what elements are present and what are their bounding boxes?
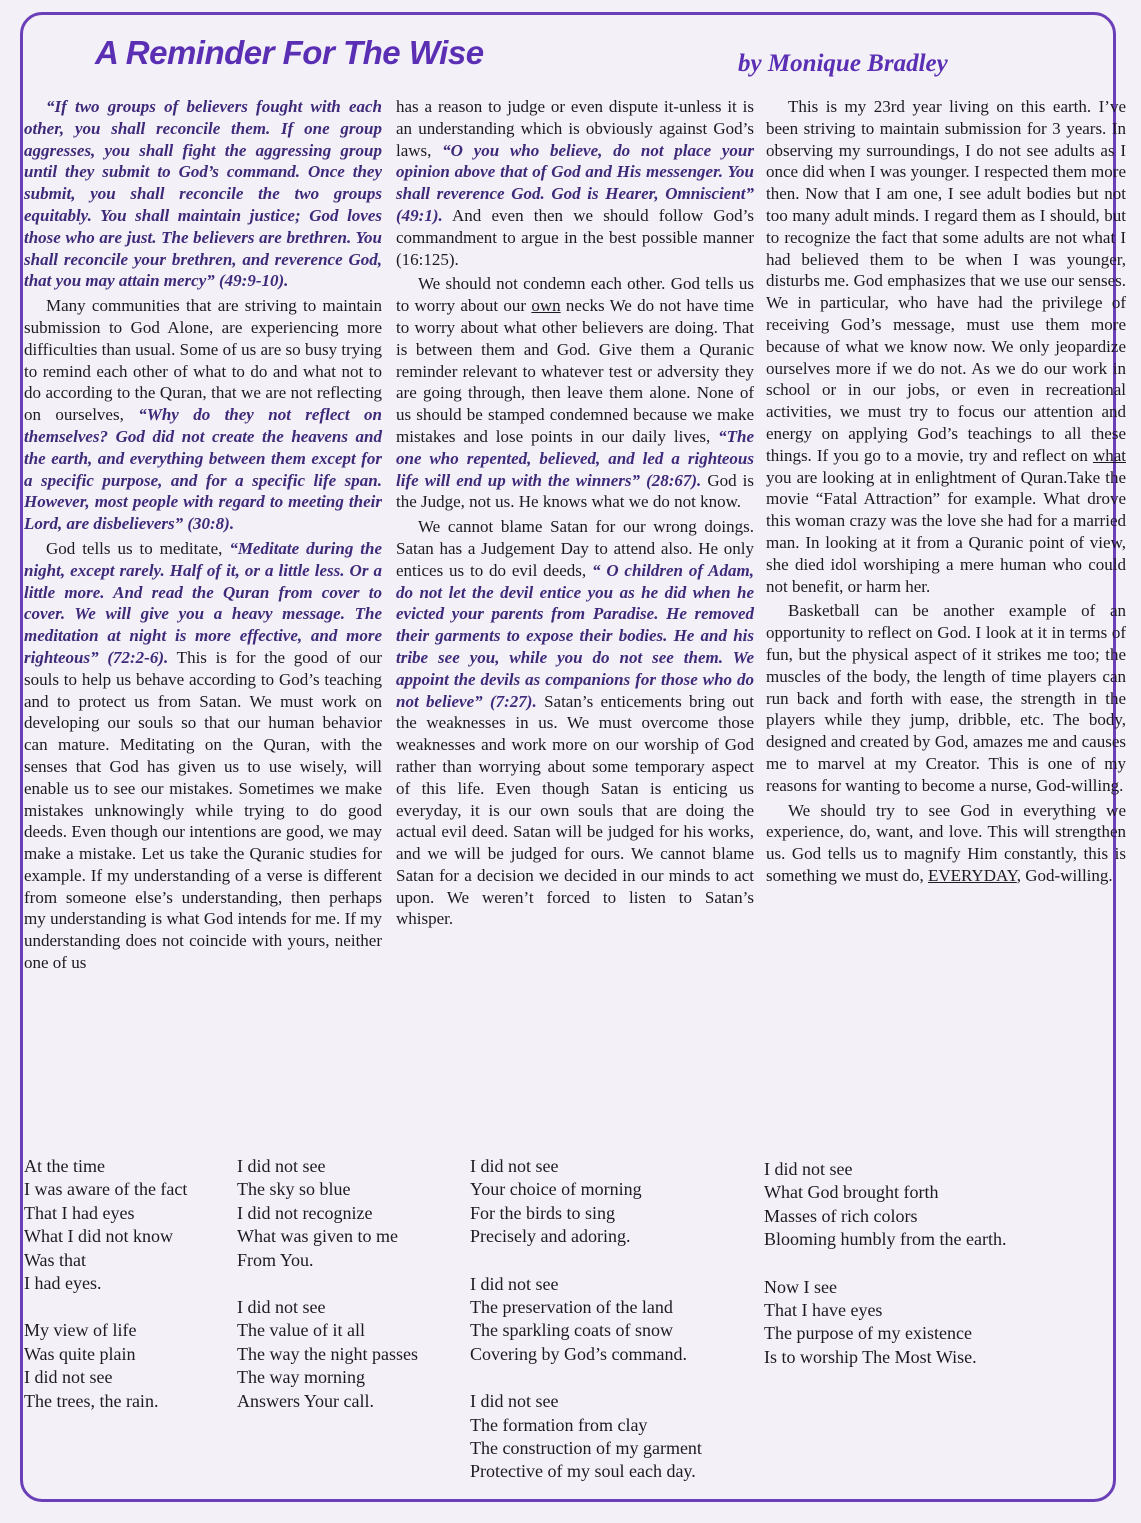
poem-line: The trees, the rain.: [24, 1390, 159, 1411]
quran-quote: “Meditate during the night, except rarely. Half of it, or a little less. Or a little more. And read the Quran from cover to cover. We will give you a heavy message. The meditation at night is more effective, and more righteous” (72:2-6).: [24, 538, 382, 667]
quran-quote: “ O children of Adam, do not let the devil entice you as he did when he evicted your parents from Paradise. He removed their garments to expose their bodies. He and his tribe see you, while you do not see them. We appoint the devils as companions for those who do not believe” (7:27).: [396, 560, 754, 711]
poem-stanza: [24, 1155, 187, 1295]
text-run: This is my 23rd year living on this earth. I’ve been striving to maintain submission for 3 years. In observing my surroundings, I do not see adults as I once did when I was younger. I respected them more then. Now that I am one, I see adult bodies but not too many adult minds. I regard them as I should, but to recognize the fact that some adults are not what I had believed them to be when I was younger, disturbs me. God emphasizes that we use our senses. We in particular, who have had the privilege of receiving God’s message, must use them more because of what we know now. We only jeopardize ourselves more if we do not. As we do our work in school or in our jobs, or even in recreational activities, we must try to focus our attention and energy on applying God’s teachings to all these things. If you go to a movie, try and reflect on: [766, 97, 1126, 465]
text-run: has a reason to judge or even dispute it-unless it is an understanding which is obviously against God’s laws,: [396, 97, 754, 160]
text-run: Many communities that are striving to maintain submission to God Alone, are experiencing more difficulties than usual. Some of us are so busy trying to remind each other of what to do and what not to do according to the Quran, that we are not reflecting on ourselves,: [24, 296, 382, 425]
poem-line: My view of life: [24, 1320, 137, 1341]
poem-line: I did not see: [237, 1156, 326, 1176]
poem-line: That I had eyes: [24, 1202, 135, 1223]
text-run: , God-willing.: [1016, 865, 1113, 885]
poem-line: Blooming humbly from the earth.: [764, 1229, 1007, 1250]
poem-line: I did not see: [470, 1273, 559, 1294]
poem-line: What I did not know: [24, 1226, 173, 1247]
poem-line: Covering by God’s command.: [470, 1343, 687, 1364]
article-paragraph: [24, 538, 382, 974]
poem-line: From You.: [237, 1249, 314, 1270]
poem-line: The sparkling coats of snow: [470, 1320, 673, 1341]
text-run: Basketball can be another example of an opportunity to reflect on God. I look at it in terms of fun, but the physical aspect of it strikes me too; the muscles of the body, the length of time players can run back and forth with ease, the strength in the players while they jump, dribble, etc. The body, designed and created by God, amazes me and causes me to marvel at my Creator. This is one of my reasons for wanting to become a nurse, God-willing.: [766, 601, 1126, 795]
poem-line: I did not see: [24, 1367, 113, 1388]
poem-line: I had eyes.: [24, 1273, 102, 1294]
poem-line: Answers Your call.: [237, 1390, 374, 1411]
poem-stanza: [237, 1155, 418, 1272]
article-paragraph: [766, 800, 1126, 887]
text-run: We should try to see God in everything we experience, do, want, and love. This will strengthen us. God tells us to magnify Him constantly, this is something we must do,: [766, 800, 1126, 885]
poem-line: The preservation of the land: [470, 1297, 673, 1318]
text-run: Satan’s enticements bring out the weaknesses in us. We must overcome those weaknesses and work more on our worship of God rather than worrying about some temporary aspect of this life. Even though Satan is enticing us everyday, it is our own souls that are doing the actual evil deed. Satan will be judged for his works, and we will be judged for ours. We cannot blame Satan for a decision we decided in our minds to act upon. We weren’t forced to listen to Satan’s whisper.: [396, 691, 755, 929]
underlined-text: EVERYDAY: [927, 865, 1017, 885]
poem-line: I did not see: [470, 1391, 559, 1412]
poem-stanza: [470, 1390, 702, 1484]
text-run: And even then we should follow God’s commandment to argue in the best possible manner (16:125).: [396, 205, 754, 269]
quran-quote: “O you who believe, do not place your opinion above that of God and His messenger. You shall reverence God. God is Hearer, Omniscient” (49:1).: [396, 140, 754, 225]
quran-quote: “Why do they not reflect on themselves? God did not create the heavens and the earth, and everything between them except for a specific purpose, and for a specific life span. However, most people with regard to meeting their Lord, are disbelievers” (30:8).: [24, 405, 382, 534]
article-paragraph: [766, 96, 1126, 597]
poem-line: I did not see: [470, 1156, 559, 1176]
poem-line: That I have eyes: [764, 1300, 883, 1321]
poem-line: The formation from clay: [470, 1414, 648, 1435]
poem-column-4: [764, 1158, 1006, 1393]
article-title: A Reminder For The Wise: [95, 34, 484, 71]
poem-line: The way morning: [237, 1367, 365, 1388]
poem-line: Now I see: [764, 1276, 837, 1297]
underlined-text: what: [1092, 445, 1126, 465]
poem-stanza: [470, 1155, 702, 1249]
poem-stanza: [470, 1273, 702, 1367]
article-paragraph: [24, 295, 382, 535]
text-run: This is for the good of our souls to help us behave according to God’s teaching and to protect us from Satan. We must work on developing our souls so that our human behavior can mature. Meditating on the Quran, with the senses that God has given us to use wisely, will enable us to see our mistakes. Sometimes we make mistakes unknowingly while trying to do good deeds. Even though our intentions are good, we may make a mistake. Let us take the Quranic studies for example. If my understanding of a verse is different from someone else’s understanding, then perhaps my understanding is what God intends for me. If my understanding does not coincide with yours, neither one of us: [24, 647, 383, 973]
poem-line: For the birds to sing: [470, 1202, 616, 1223]
article-paragraph: [396, 516, 754, 930]
poem-line: Is to worship The Most Wise.: [764, 1346, 977, 1367]
quran-quote: “If two groups of believers fought with each other, you shall reconcile them. If one group aggresses, you shall fight the aggressing group until they submit to God’s command. Once they submit, you shall reconcile the two groups equitably. You shall maintain justice; God loves those who are just. The believers are brethren. You shall reconcile your brethren, and reverence God, that you may attain mercy” (49:9-10).: [24, 97, 382, 291]
poem-stanza: [764, 1158, 1006, 1252]
article-column-3: [766, 96, 1126, 890]
poem-line: Precisely and adoring.: [470, 1226, 631, 1247]
poem-column-3: [470, 1155, 702, 1508]
poem-line: I did not recognize: [237, 1202, 373, 1223]
text-run: We cannot blame Satan for our wrong doings. Satan has a Judgement Day to attend also. He only entices us to do evil deeds,: [396, 517, 754, 580]
quran-quote: “The one who repented, believed, and led a righteous life will end up with the winners” (28:67).: [396, 426, 754, 490]
text-run: We should not condemn each other. God tells us to worry about our: [396, 274, 754, 316]
text-run: God tells us to meditate,: [46, 538, 230, 558]
article-column-2: [396, 96, 754, 933]
poem-line: Protective of my soul each day.: [470, 1461, 696, 1482]
article-byline: by Monique Bradley: [738, 50, 948, 77]
poem-line: What God brought forth: [764, 1182, 939, 1203]
poem-line: The purpose of my existence: [764, 1323, 972, 1344]
article-paragraph: [766, 600, 1126, 796]
poem-column-2: [237, 1155, 418, 1437]
poem-stanza: [764, 1276, 1006, 1370]
poem-line: What was given to me: [237, 1226, 398, 1247]
article-column-1: [24, 96, 382, 977]
article-paragraph: [396, 273, 754, 513]
poem-line: The sky so blue: [237, 1179, 351, 1200]
poem-stanza: [24, 1319, 187, 1413]
poem-line: The construction of my garment: [470, 1438, 702, 1459]
poem-line: I was aware of the fact: [24, 1179, 188, 1200]
poem-column-1: [24, 1155, 187, 1437]
text-run: necks We do not have time to worry about what other believers are doing. That is between them and God. Give them a Quranic reminder relevant to whatever test or adversity they are going through, then leave them alone. None of us should be stamped condemned because we make mistakes and lose points in our daily lives,: [396, 296, 754, 446]
text-run: you are looking at in enlightment of Quran.Take the movie “Fatal Attraction” for example. What drove this woman crazy was the love she had for a married man. In looking at it from a Quranic point of view, she died idol worshiping a mere human who could not benefit, or harm her.: [766, 467, 1126, 596]
poem-line: Was that: [24, 1249, 87, 1270]
underlined-text: own: [531, 296, 561, 316]
poem-line: Masses of rich colors: [764, 1205, 918, 1226]
article-paragraph: [24, 96, 382, 292]
text-run: God is the Judge, not us. He knows what we do not know.: [396, 470, 754, 512]
poem-line: I did not see: [764, 1159, 853, 1179]
article-paragraph: [396, 96, 754, 270]
poem-line: The value of it all: [237, 1320, 365, 1341]
poem-line: Was quite plain: [24, 1343, 136, 1364]
poem-stanza: [237, 1296, 418, 1413]
poem-line: Your choice of morning: [470, 1179, 642, 1200]
poem-line: I did not see: [237, 1297, 326, 1318]
poem-line: The way the night passes: [237, 1343, 418, 1364]
poem-line: At the time: [24, 1156, 105, 1176]
